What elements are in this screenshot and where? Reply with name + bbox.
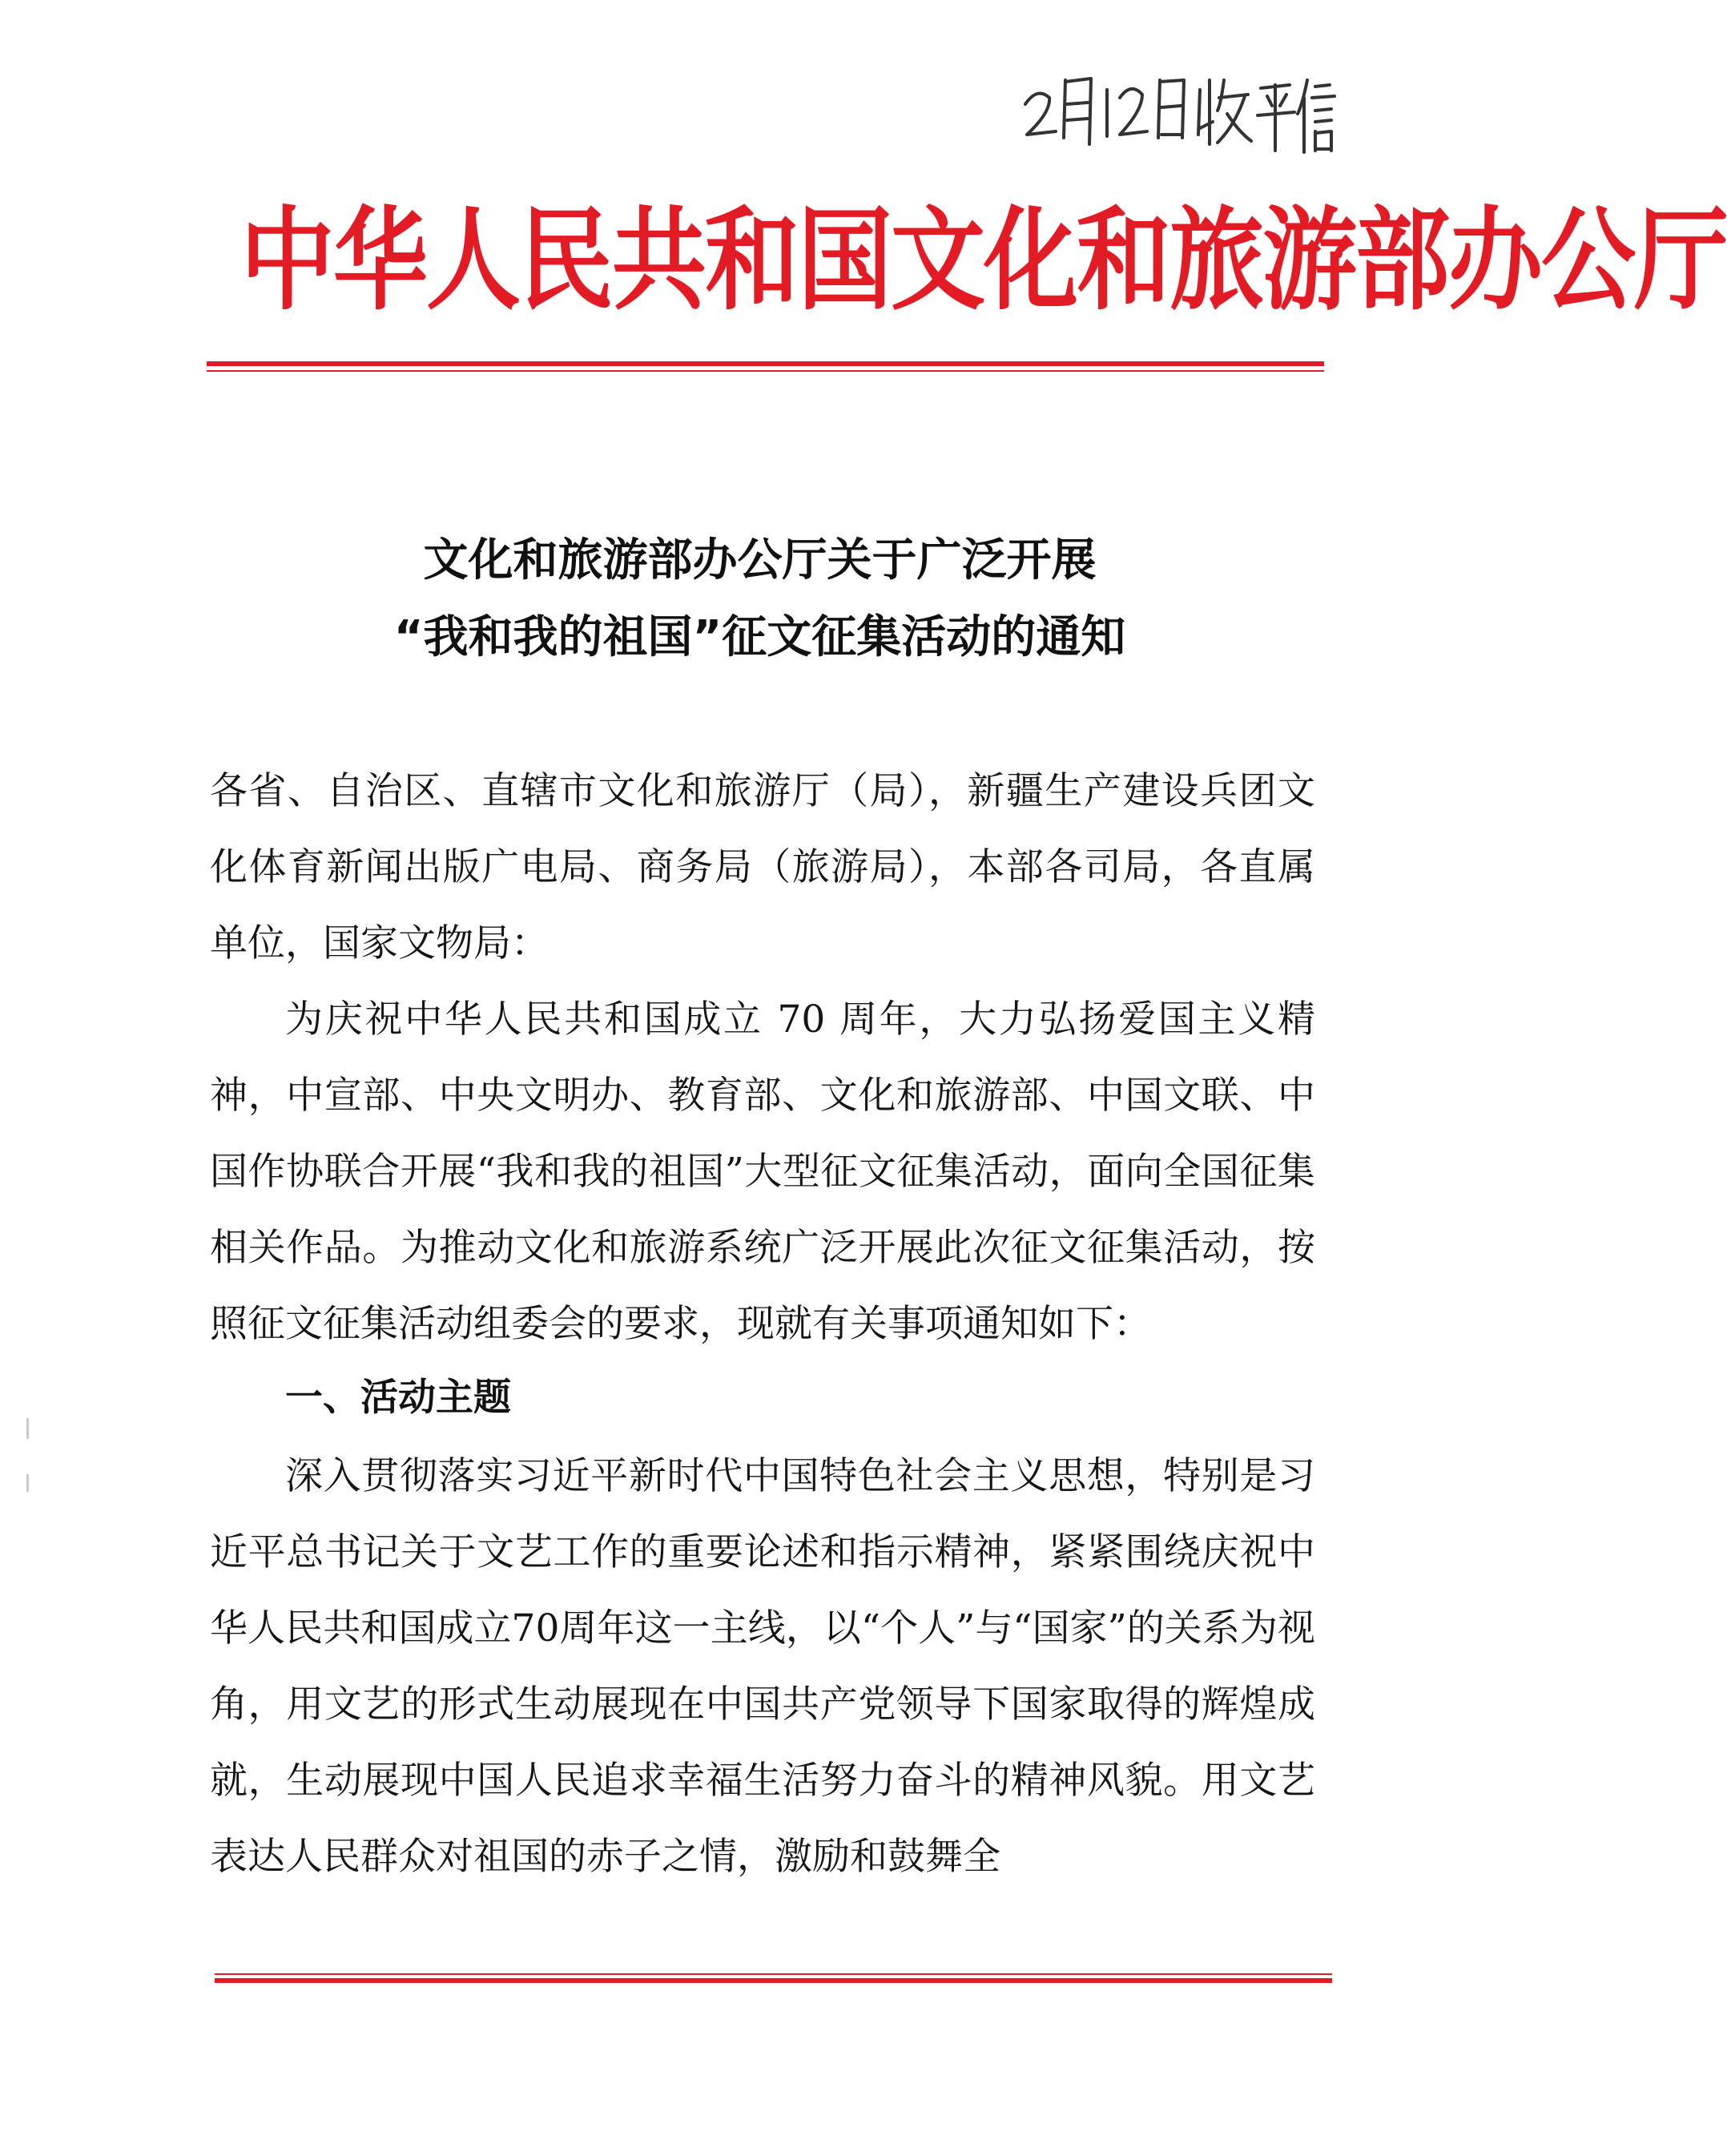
handwriting-graphic	[1017, 48, 1338, 168]
salutation: 各省、自治区、直辖市文化和旅游厅（局），新疆生产建设兵团文化体育新闻出版广电局、商务局（旅游局），本部各司局，各直属单位，国家文物局：	[210, 769, 1315, 965]
handwritten-receipt-note	[1017, 48, 1338, 168]
letterhead-rule-thin	[207, 370, 1324, 372]
letterhead-title: 中华人民共和国文化和旅游部办公厅	[240, 195, 1727, 326]
letterhead-rule-thick	[207, 361, 1324, 366]
notice-title-line-2: “我和我的祖国”征文征集活动的通知	[393, 611, 1126, 663]
footer-rule-thin	[215, 1973, 1332, 1975]
section-heading-theme: 一、活动主题	[285, 1376, 511, 1420]
scan-mark	[26, 1474, 29, 1492]
body-paragraph-1: 为庆祝中华人民共和国成立 70 周年，大力弘扬爱国主义精神，中宣部、中央文明办、教育部、文化和旅游部、中国文联、中国作协联合开展“我和我的祖国”大型征文征集活动，面向全国征集相关作品。为推动文化和旅游系统广泛开展此次征文征集活动，按照征文征集活动组委会的要求，现就有关事项通知如下：	[210, 997, 1315, 1346]
scan-mark	[26, 1418, 29, 1439]
footer-rule-thick	[215, 1978, 1332, 1983]
body-paragraph-2: 深入贯彻落实习近平新时代中国特色社会主义思想，特别是习近平总书记关于文艺工作的重要论述和指示精神，紧紧围绕庆祝中华人民共和国成立70周年这一主线，以“个人”与“国家”的关系为视角，用文艺的形式生动展现在中国共产党领导下国家取得的辉煌成就，生动展现中国人民追求幸福生活努力奋斗的精神风貌。用文艺表达人民群众对祖国的赤子之情，激励和鼓舞全	[210, 1454, 1315, 1879]
notice-title-line-1: 文化和旅游部办公厅关于广泛开展	[423, 534, 1097, 586]
